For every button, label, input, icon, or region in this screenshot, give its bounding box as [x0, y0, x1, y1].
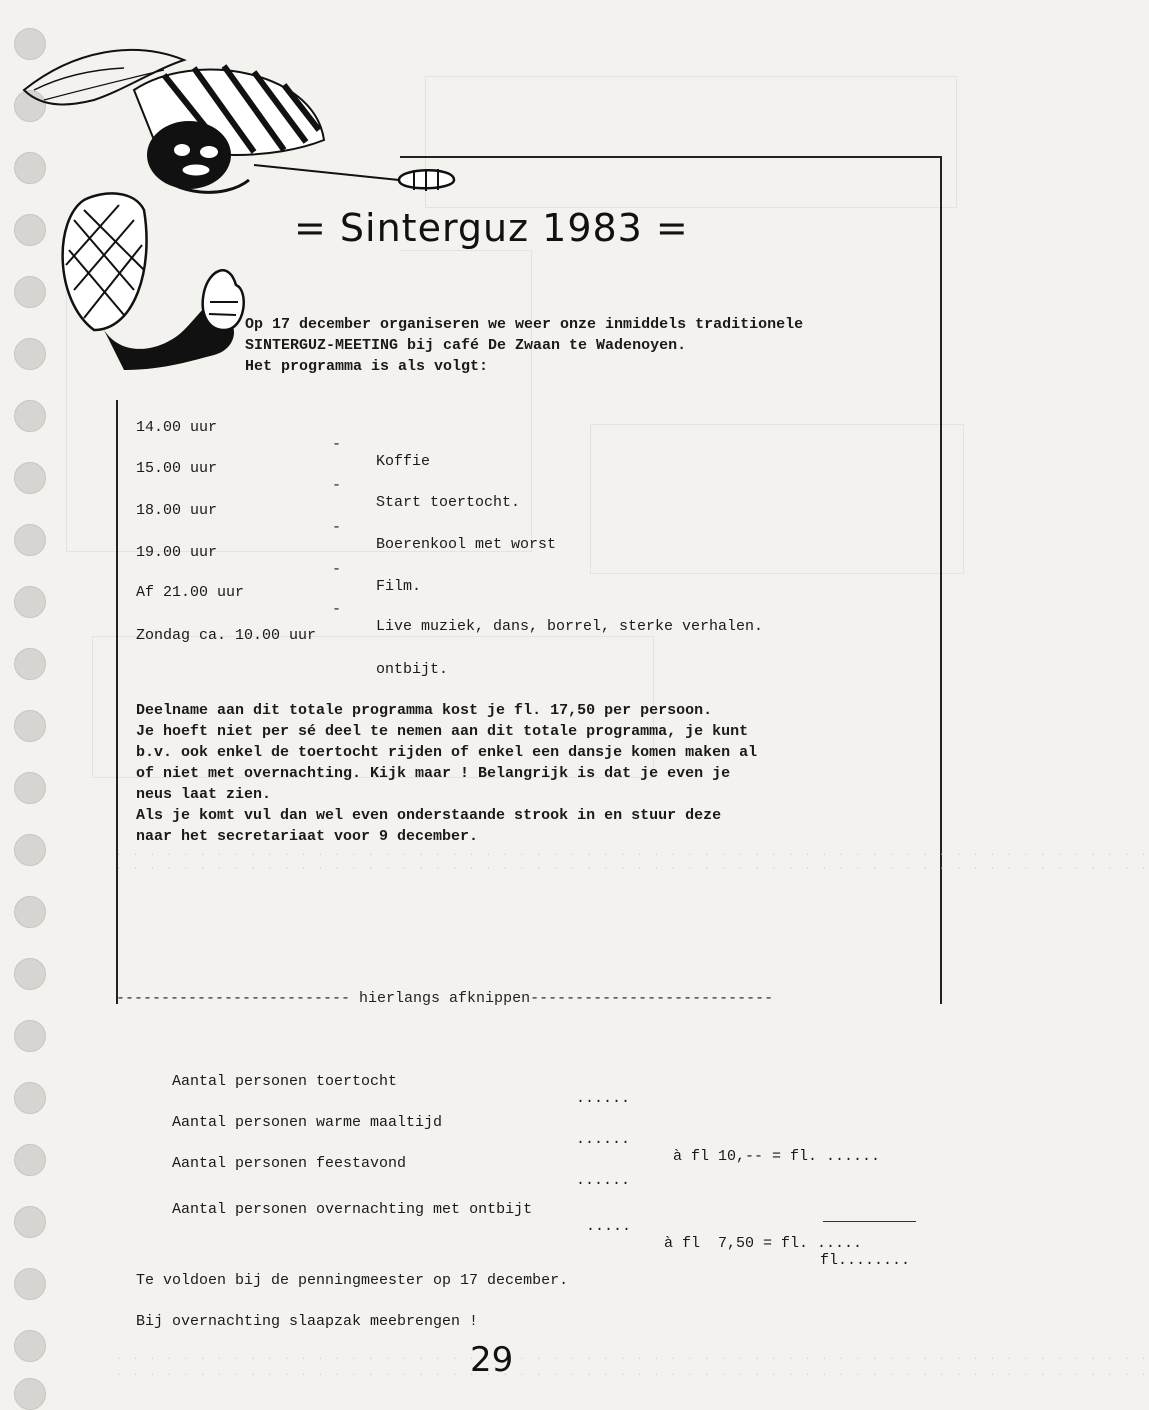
form-label: Aantal personen overnachting met ontbijt	[172, 1201, 533, 1218]
intro-text	[245, 314, 803, 377]
binding-hole	[14, 1144, 46, 1176]
binding-hole	[14, 1378, 46, 1410]
program-time: 15.00 uur	[136, 460, 218, 477]
form-price: à fl 10,-- = fl. ......	[673, 1148, 881, 1165]
program-dash: -	[332, 436, 342, 453]
program-activity: Koffie	[376, 453, 431, 470]
program-activity: Boerenkool met worst	[376, 536, 557, 553]
program-activity: Film.	[376, 578, 422, 595]
binding-hole	[14, 648, 46, 680]
program-dash: -	[332, 519, 342, 536]
form-label: Aantal personen toertocht	[172, 1073, 398, 1090]
binding-hole	[14, 1330, 46, 1362]
program-time: Zondag ca. 10.00 uur	[136, 627, 317, 644]
binding-hole	[14, 772, 46, 804]
binding-hole	[14, 1020, 46, 1052]
intro-line: Het programma is als volgt:	[245, 358, 489, 375]
program-activity: ontbijt.	[376, 661, 449, 678]
paragraph-line: Als je komt vul dan wel even onderstaande strook in en stuur deze	[136, 807, 722, 824]
faint-dot-row: . . . . . . . . . . . . . . . . . . . . . . . . . . . . . . . . . . . . . . . . . . . . . . . . . . . . . . . . . . . . . .	[116, 862, 1149, 872]
total-amount: fl........	[820, 1252, 911, 1269]
intro-line: SINTERGUZ-MEETING bij café De Zwaan te Wadenoyen.	[245, 337, 687, 354]
paragraph-line: Deelname aan dit totale programma kost je fl. 17,50 per persoon.	[136, 702, 713, 719]
program-time: 18.00 uur	[136, 502, 218, 519]
program-time: 19.00 uur	[136, 544, 218, 561]
form-dots: ......	[576, 1090, 631, 1107]
page-title: = Sinterguz 1983 =	[294, 206, 689, 250]
binding-hole	[14, 524, 46, 556]
info-paragraph	[136, 700, 757, 847]
binding-hole	[14, 1268, 46, 1300]
binding-hole	[14, 1082, 46, 1114]
faint-dot-row: . . . . . . . . . . . . . . . . . . . . . . . . . . . . . . . . . . . . . . . . . . . . . . . . . . . . . . . . . . . . . .	[116, 1368, 1149, 1378]
program-dash: -	[332, 477, 342, 494]
payment-note: Te voldoen bij de penningmeester op 17 december.	[136, 1272, 569, 1289]
faint-dot-row: . . . . . . . . . . . . . . . . . . . . . . . . . . . . . . . . . . . . . . . . . . . . . . . . . . . . . . . . . . . . . .	[116, 848, 1149, 858]
binding-hole	[14, 1206, 46, 1238]
total-rule	[823, 1221, 916, 1222]
paragraph-line: naar het secretariaat voor 9 december.	[136, 828, 479, 845]
page-number: 29	[470, 1340, 514, 1380]
binding-hole	[14, 462, 46, 494]
program-activity: Start toertocht.	[376, 494, 521, 511]
form-dots: ......	[576, 1131, 631, 1148]
form-dots: .....	[586, 1218, 632, 1235]
binding-hole	[14, 896, 46, 928]
binding-hole	[14, 958, 46, 990]
program-time: Af 21.00 uur	[136, 584, 245, 601]
paragraph-line: of niet met overnachting. Kijk maar ! Belangrijk is dat je even je	[136, 765, 731, 782]
cut-line: -------------------------- hierlangs afknippen---------------------------	[116, 990, 774, 1007]
intro-line: Op 17 december organiseren we weer onze inmiddels traditionele	[245, 316, 804, 333]
binding-hole	[14, 834, 46, 866]
paragraph-line: b.v. ook enkel de toertocht rijden of enkel een dansje komen maken al	[136, 744, 758, 761]
binding-hole	[14, 400, 46, 432]
program-dash: -	[332, 561, 342, 578]
program-activity: Live muziek, dans, borrel, sterke verhalen.	[376, 618, 764, 635]
form-label: Aantal personen feestavond	[172, 1155, 407, 1172]
paragraph-line: neus laat zien.	[136, 786, 272, 803]
faint-dot-row: . . . . . . . . . . . . . . . . . . . . . . . . . . . . . . . . . . . . . . . . . . . . . . . . . . . . . . . . . . . . . .	[116, 1352, 1149, 1362]
form-label: Aantal personen warme maaltijd	[172, 1114, 443, 1131]
program-time: 14.00 uur	[136, 419, 218, 436]
program-row	[136, 610, 449, 695]
sleeping-bag-note: Bij overnachting slaapzak meebrengen !	[136, 1313, 479, 1330]
paragraph-line: Je hoeft niet per sé deel te nemen aan dit totale programma, je kunt	[136, 723, 749, 740]
form-row	[136, 1184, 926, 1269]
binding-hole	[14, 586, 46, 618]
form-dots: ......	[576, 1172, 631, 1189]
binding-hole	[14, 710, 46, 742]
program-dash: -	[332, 601, 342, 618]
form-price: à fl 7,50 = fl. .....	[664, 1235, 863, 1252]
